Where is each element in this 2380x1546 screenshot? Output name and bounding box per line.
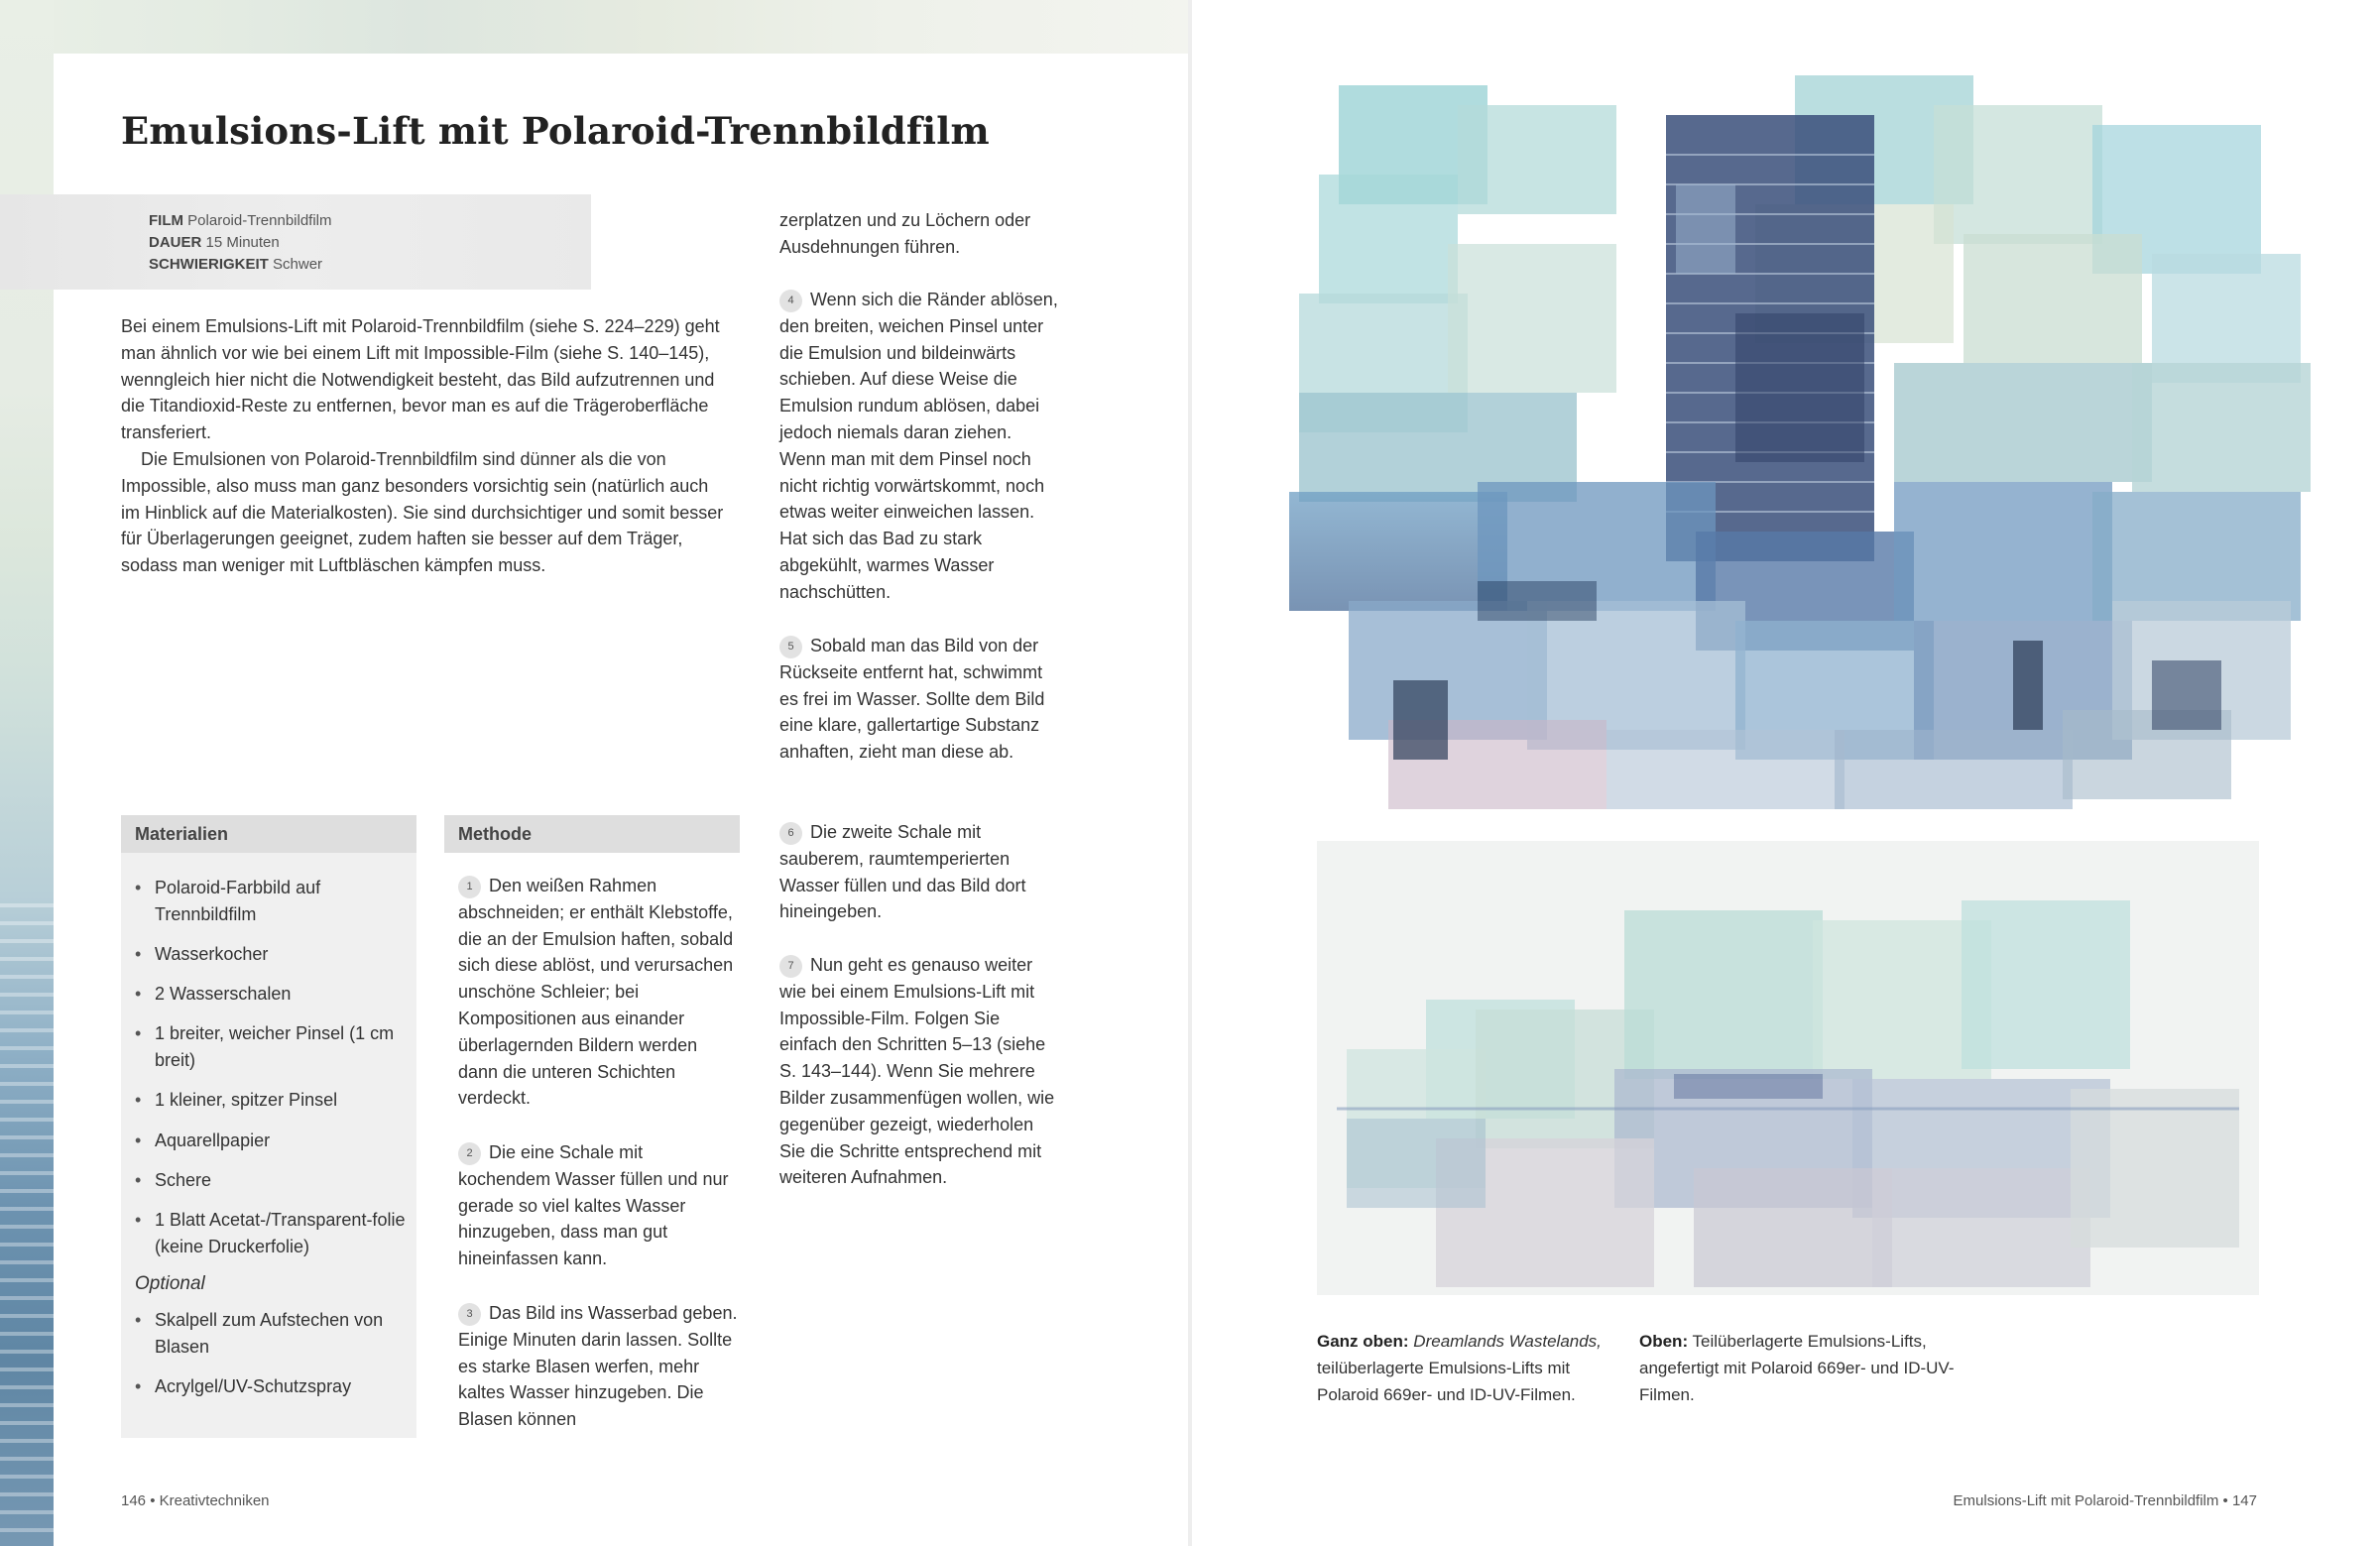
step-text: Nun geht es genauso weiter wie bei einem Emulsions-Lift mit Impossible-Film. Folgen Sie einfach den Schritten 5–13 (siehe S. 143–144). Wenn Sie mehrere Bilder zusammenfügen wollen, wie gegenüber gezeigt, wiederholen Sie die Schritte entsprechend mit weiteren Aufnahmen. xyxy=(779,955,1055,1188)
step-number-badge: 6 xyxy=(779,822,802,845)
step-number-badge: 1 xyxy=(458,876,481,898)
list-item: • 1 breiter, weicher Pinsel (1 cm breit) xyxy=(135,1020,407,1074)
background-texture-top xyxy=(0,0,1190,54)
materials-heading: Materialien xyxy=(121,815,416,853)
caption-text: teilüberlagerte Emulsions-Lifts mit Polaroid 669er- und ID-UV-Filmen. xyxy=(1317,1358,1576,1404)
page-title: Emulsions-Lift mit Polaroid-Trennbildfilm xyxy=(121,109,990,153)
step-number-badge: 2 xyxy=(458,1142,481,1165)
list-item: • Acrylgel/UV-Schutzspray xyxy=(135,1373,407,1400)
step-number-badge: 4 xyxy=(779,290,802,312)
page-footer-right: Emulsions-Lift mit Polaroid-Trennbildfilm • 147 xyxy=(1953,1492,2257,1509)
step-number-badge: 3 xyxy=(458,1303,481,1326)
difficulty-label: SCHWIERIGKEIT xyxy=(149,256,269,273)
materials-list xyxy=(121,875,416,1260)
list-item: • Aquarellpapier xyxy=(135,1128,407,1154)
list-item: • 1 Blatt Acetat-/Transparent-folie (keine Druckerfolie) xyxy=(135,1207,407,1260)
step-text: Die zweite Schale mit sauberem, raumtemperierten Wasser füllen und das Bild dort hineingeben. xyxy=(779,822,1026,922)
list-item: • 1 kleiner, spitzer Pinsel xyxy=(135,1087,407,1114)
collage-artwork xyxy=(1317,841,2259,1295)
page-gutter xyxy=(1188,0,1192,1546)
collage-image-dreamlands xyxy=(1279,65,2320,819)
caption-text: Teilüberlagerte Emulsions-Lifts, angefertigt mit Polaroid 669er- und ID-UV-Filmen. xyxy=(1639,1332,1955,1404)
caption-label: Oben: xyxy=(1639,1332,1689,1351)
list-item: • Schere xyxy=(135,1167,407,1194)
method-step-6 xyxy=(779,819,1061,925)
step-text: Wenn sich die Ränder ablösen, den breiten, weichen Pinsel unter die Emulsion und bildeinwärts schieben. Auf diese Weise die Emulsion rundum ablösen, dabei jedoch niemals daran ziehen. Wenn man mit dem Pinsel noch nicht richtig vorwärtskommt, noch etwas weiter einweichen lassen. Hat sich das Bad zu stark abgekühlt, warmes Wasser nachschütten. xyxy=(779,290,1058,602)
method-step-1 xyxy=(458,873,740,1112)
list-item: • 2 Wasserschalen xyxy=(135,981,407,1008)
difficulty-value: Schwer xyxy=(273,256,323,273)
caption-artwork-title: Dreamlands Wastelands, xyxy=(1413,1332,1602,1351)
step-text: Sobald man das Bild von der Rückseite entfernt hat, schwimmt es frei im Wasser. Sollte dem Bild eine klare, gallertartige Substanz anhaften, zieht man diese ab. xyxy=(779,636,1045,763)
intro-paragraph-2: Die Emulsionen von Polaroid-Trennbildfilm sind dünner als die von Impossible, also muss man ganz besonders vorsichtig sein (natürlich auch im Hinblick auf die Materialkosten). Sie sind durchsichtiger und somit besser für Überlagerungen geeignet, zudem haften sie besser auf dem Träger, sodass man weniger mit Luftbläschen kämpfen muss. xyxy=(121,448,724,576)
method-heading: Methode xyxy=(444,815,740,853)
step-text: Den weißen Rahmen abschneiden; er enthält Klebstoffe, die an der Emulsion haften, sobald sich diese ablöst, und verursachen unschöne Schleier; bei Kompositionen aus einander überlagernden Bildern werden dann die unteren Schichten verdeckt. xyxy=(458,876,734,1109)
method-step-3-continuation: zerplatzen und zu Löchern oder Ausdehnungen führen. xyxy=(779,210,1031,257)
duration-value: 15 Minuten xyxy=(205,234,280,251)
list-item: • Skalpell zum Aufstechen von Blasen xyxy=(135,1307,407,1361)
optional-list xyxy=(121,1307,416,1400)
method-step-3 xyxy=(458,1300,740,1433)
method-step-2 xyxy=(458,1139,740,1272)
collage-artwork xyxy=(1279,65,2320,819)
intro-text xyxy=(121,313,726,579)
caption-top-image xyxy=(1317,1329,1624,1408)
film-label: FILM xyxy=(149,212,183,229)
intro-paragraph-1: Bei einem Emulsions-Lift mit Polaroid-Trennbildfilm (siehe S. 224–229) geht man ähnlich vor wie bei einem Lift mit Impossible-Film (siehe S. 140–145), wenngleich hier nicht die Notwendigkeit besteht, das Bild aufzutrennen und die Titandioxid-Reste zu entfernen, bevor man es auf die Trägeroberfläche transferiert. xyxy=(121,316,720,443)
collage-image-beach xyxy=(1317,841,2259,1295)
method-step-7 xyxy=(779,952,1061,1191)
list-item: • Polaroid-Farbbild auf Trennbildfilm xyxy=(135,875,407,928)
step-text: Die eine Schale mit kochendem Wasser füllen und nur gerade so viel kaltes Wasser hinzugeben, dass man gut hineinfassen kann. xyxy=(458,1142,729,1269)
film-value: Polaroid-Trennbildfilm xyxy=(187,212,332,229)
step-number-badge: 5 xyxy=(779,636,802,658)
materials-box xyxy=(121,815,416,1438)
page-footer-left: 146 • Kreativtechniken xyxy=(121,1492,270,1509)
step-number-badge: 7 xyxy=(779,955,802,978)
caption-label: Ganz oben: xyxy=(1317,1332,1409,1351)
duration-label: DAUER xyxy=(149,234,202,251)
meta-info xyxy=(149,210,332,276)
optional-label: Optional xyxy=(135,1272,205,1294)
caption-bottom-image xyxy=(1639,1329,1957,1408)
method-step-4 xyxy=(779,287,1061,606)
method-step-5 xyxy=(779,633,1061,766)
step-text: Das Bild ins Wasserbad geben. Einige Minuten darin lassen. Sollte es starke Blasen werfen, mehr kaltes Wasser hinzugeben. Die Blasen können xyxy=(458,1303,738,1430)
list-item: • Wasserkocher xyxy=(135,941,407,968)
